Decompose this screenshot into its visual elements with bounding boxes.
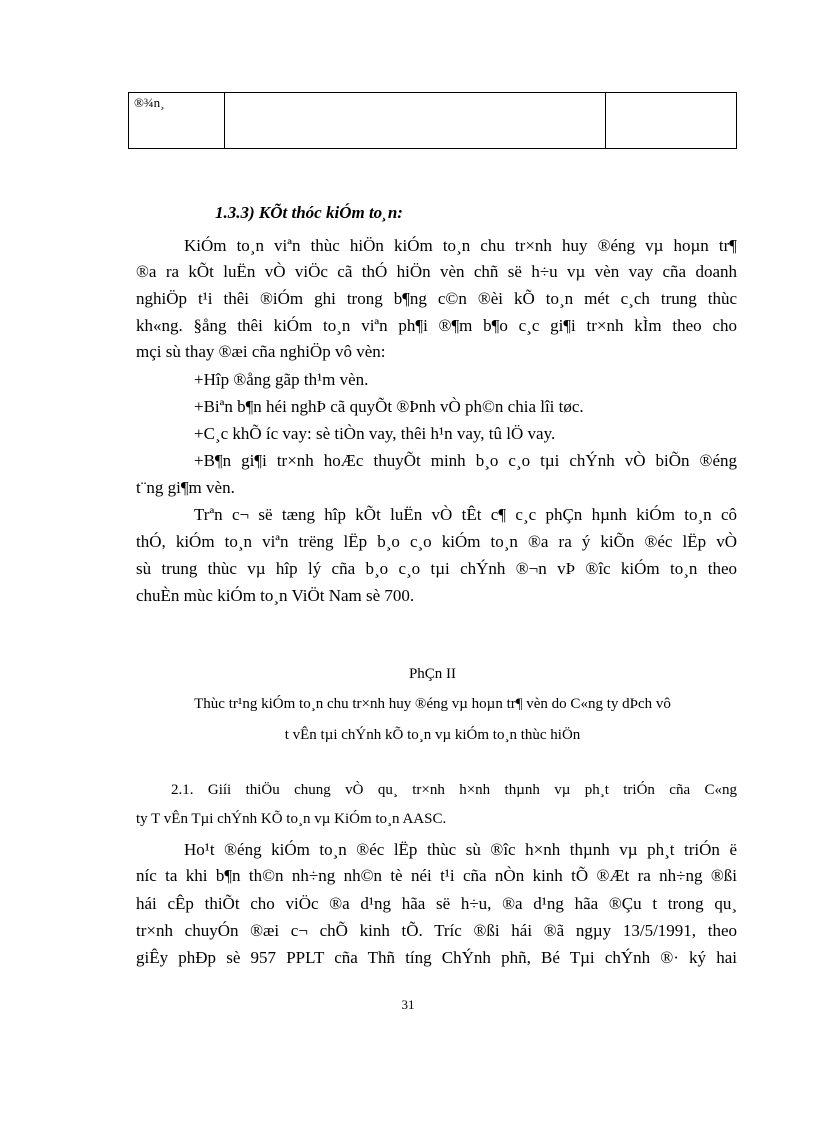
list-item: +C¸c khÕ íc vay: sè tiÒn vay, thêi h¹n vay, tû lÖ vay. [194, 424, 556, 443]
list-item: t¨ng gi¶m vèn. [136, 478, 235, 497]
paragraph-line: thÓ, kiÓm to¸n viªn trëng lËp b¸o c¸o kiÓm to¸n ®a ra ý kiÕn ®éc lËp vÒ [136, 532, 737, 551]
table-row [129, 93, 737, 149]
paragraph-line: Ho¹t ®éng kiÓm to¸n ®éc lËp thùc sù ®îc h×nh thµnh vµ ph¸t triÓn ë [184, 840, 737, 859]
list-item: +Biªn b¶n héi nghÞ cã quyÕt ®Þnh vÒ ph©n chia lîi tøc. [194, 397, 584, 416]
paragraph-line: Trªn c¬ së tæng hîp kÕt luËn vÒ tÊt c¶ c¸c phÇn hµnh kiÓm to¸n cô [194, 505, 737, 524]
paragraph-line: tr×nh chuyÓn ®æi c¬ chÕ kinh tÕ. Tríc ®ßi hái ®ã ngµy 13/5/1991, theo [136, 921, 737, 940]
list-item: +Hîp ®ång gãp th¹m vèn. [194, 370, 369, 389]
page-number: 31 [401, 997, 415, 1012]
subsection-heading-line: ty T vÊn Tµi chÝnh KÕ to¸n vµ KiÓm to¸n AASC. [136, 811, 447, 827]
paragraph-line: KiÓm to¸n viªn thùc hiÖn kiÓm to¸n chu tr×nh huy ®éng vµ hoµn tr¶ [184, 236, 737, 255]
subsection-heading-line: 2.1. Giíi thiÖu chung vÒ qu¸ tr×nh h×nh thµnh vµ ph¸t triÓn cña C«ng [171, 782, 737, 798]
paragraph-line: kh«ng. §ång thêi kiÓm to¸n viªn ph¶i ®¶m b¶o c¸c gi¶i tr×nh kÌm theo cho [136, 316, 737, 335]
part-title: PhÇn II [408, 666, 457, 682]
paragraph-line: hái cÊp thiÕt cho viÖc ®a d¹ng hãa së h÷u, ®a d¹ng hãa ®Çu t trong qu¸ [136, 894, 737, 913]
paragraph-line: ®a ra kÕt luËn vÒ viÖc cã thÓ hiÖn vèn chñ së h÷u vµ vèn vay cña doanh [136, 262, 737, 281]
paragraph-line: chuÈn mùc kiÓm to¸n ViÖt Nam sè 700. [136, 586, 415, 605]
paragraph-line: mçi sù thay ®æi cña nghiÖp vô vèn: [136, 342, 386, 361]
paragraph-line: giÊy phÐp sè 957 PPLT cña Thñ tíng ChÝnh phñ, Bé Tµi chÝnh ®· ký hai [136, 948, 737, 967]
part-subtitle-line: Thùc tr¹ng kiÓm to¸n chu tr×nh huy ®éng vµ hoµn tr¶ vèn do C«ng ty dÞch vô [194, 696, 671, 712]
section-heading: 1.3.3) KÕt thóc kiÓm to¸n: [215, 203, 403, 222]
header-table [128, 92, 737, 149]
part-subtitle-line: t vÊn tµi chÝnh kÕ to¸n vµ kiÓm to¸n thùc hiÖn [284, 727, 581, 743]
list-item: +B¶n gi¶i tr×nh hoÆc thuyÕt minh b¸o c¸o tµi chÝnh vÒ biÕn ®éng [194, 451, 737, 470]
table-cell [606, 93, 737, 149]
table-cell [225, 93, 606, 149]
paragraph-line: sù trung thùc vµ hîp lý cña b¸o c¸o tµi chÝnh ®¬n vÞ ®îc kiÓm to¸n theo [136, 559, 737, 578]
table-cell: ®¾n¸ [129, 93, 225, 149]
paragraph-line: níc ta khi b¶n th©n nh÷ng nh©n tè néi t¹i cña nÒn kinh tÕ ®Æt ra nh÷ng ®ßi [136, 866, 737, 885]
paragraph-line: nghiÖp t¹i thêi ®iÓm ghi trong b¶ng c©n ®èi kÕ to¸n mét c¸ch trung thùc [136, 289, 737, 308]
